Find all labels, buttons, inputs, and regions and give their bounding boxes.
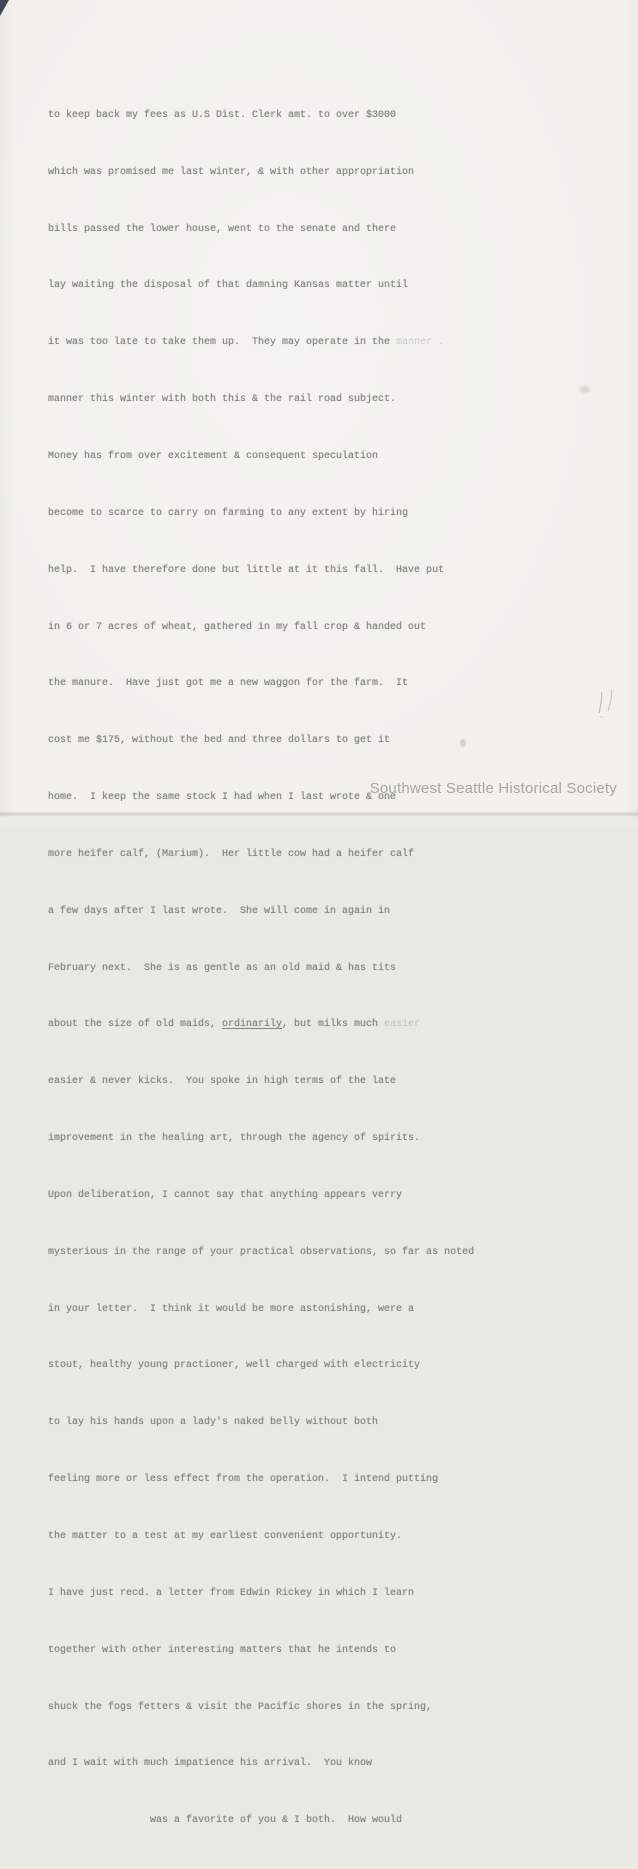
letter-line: a few days after I last wrote. She will come in again in — [48, 905, 391, 917]
pencil-mark — [592, 686, 618, 725]
letter-line-text: , but milks much — [282, 1019, 385, 1031]
letter-line: the matter to a test at my earliest convenient opportunity. — [48, 1531, 403, 1542]
letter-line: feeling more or less effect from the operation. I intend putting — [48, 1474, 439, 1486]
letter-line: Upon deliberation, I cannot say that anything appears verry — [48, 1189, 403, 1201]
erased-word: manner . — [396, 337, 445, 349]
letter-line: bills passed the lower house, went to the senate and there — [48, 223, 397, 235]
underlined-word: ordinarily — [222, 1019, 283, 1031]
letter-line-text: about the size of old maids, — [48, 1019, 223, 1031]
letter-body — [48, 69, 608, 1869]
letter-line: together with other interesting matters that he intends to — [48, 1644, 397, 1656]
letter-line: manner this winter with both this & the rail road subject. — [48, 394, 397, 406]
letter-line: Money has from over excitement & consequent speculation — [48, 450, 379, 462]
letter-line: which was promised me last winter, & with other appropriation — [48, 166, 415, 178]
letter-line: improvement in the healing art, through the agency of spirits. — [48, 1133, 421, 1145]
letter-line: February next. She is as gentle as an old maid & has tits — [48, 962, 397, 974]
letter-line: help. I have therefore done but little at it this fall. Have put — [48, 564, 445, 576]
letter-line: easier & never kicks. You spoke in high terms of the late — [48, 1076, 397, 1088]
letter-line: more heifer calf, (Marium). Her little cow had a heifer calf — [48, 848, 415, 860]
letter-line: mysterious in the range of your practical observations, so far as noted — [48, 1246, 475, 1258]
letter-line: in your letter. I think it would be more astonishing, were a — [48, 1303, 415, 1315]
letter-line — [48, 1016, 608, 1035]
letter-line: was a favorite of you & I both. How would — [48, 1815, 403, 1827]
letter-line — [48, 334, 608, 353]
letter-line-text: it was too late to take them up. They may operate in the — [48, 337, 397, 349]
scan-background-strip — [0, 817, 638, 825]
scan-corner-artifact — [0, 0, 9, 16]
letter-line: shuck the fogs fetters & visit the Pacific shores in the spring, — [48, 1701, 433, 1713]
letter-line: to lay his hands upon a lady's naked belly without both — [48, 1417, 379, 1429]
letter-line: in 6 or 7 acres of wheat, gathered in my fall crop & handed out — [48, 621, 427, 633]
erased-word: easier — [384, 1019, 421, 1031]
letter-line: cost me $175, without the bed and three dollars to get it — [48, 735, 391, 747]
letter-line: home. I keep the same stock I had when I last wrote & one — [48, 792, 397, 804]
paper-smudge — [580, 386, 590, 393]
letter-line: the manure. Have just got me a new waggon for the farm. It — [48, 678, 409, 690]
letter-line: and I wait with much impatience his arrival. You know — [48, 1758, 373, 1770]
letter-line: stout, healthy young practioner, well charged with electricity — [48, 1360, 421, 1372]
letter-line: to keep back my fees as U.S Dist. Clerk amt. to over $3000 — [48, 109, 397, 121]
letter-line: become to scarce to carry on farming to any extent by hiring — [48, 507, 409, 519]
paper-smudge — [460, 739, 466, 747]
letter-line: I have just recd. a letter from Edwin Rickey in which I learn — [48, 1587, 415, 1599]
letter-line: lay waiting the disposal of that damning Kansas matter until — [48, 280, 409, 292]
watermark-text: Southwest Seattle Historical Society — [369, 780, 617, 797]
